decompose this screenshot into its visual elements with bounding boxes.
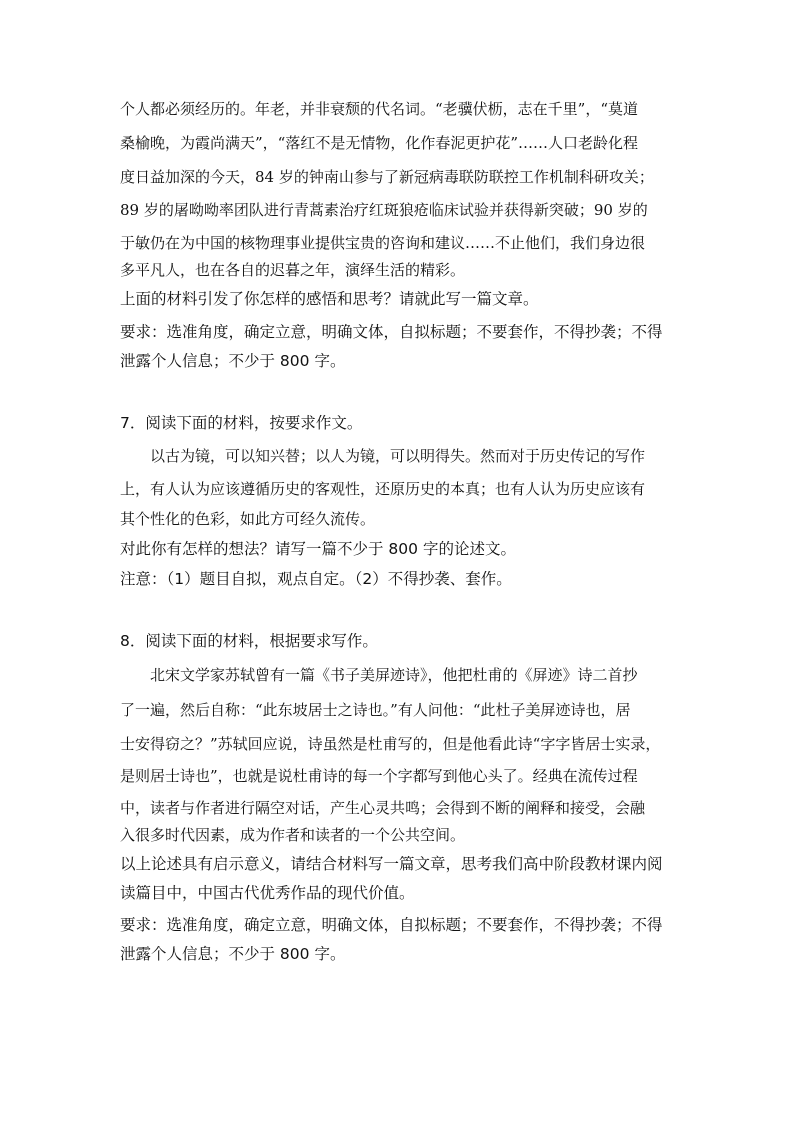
material-line: 是则居士诗也”，也就是说杜甫诗的每一个字都写到他心头了。经典在流传过程 — [120, 767, 638, 785]
section8-prompt-line: 以上论述具有启示意义，请结合材料写一篇文章，思考我们高中阶段教材课内阅 — [120, 855, 663, 873]
material-line: 入很多时代因素，成为作者和读者的一个公共空间。 — [120, 826, 466, 844]
material-line: 89 岁的屠呦呦率团队进行青蒿素治疗红斑狼疮临床试验并获得新突破；90 岁的 — [120, 201, 648, 219]
material-line: 个人都必须经历的。年老，并非衰颓的代名词。“老骥伏枥，志在千里”，“莫道 — [120, 100, 639, 118]
section6-requirement-line: 要求：选准角度，确定立意，明确文体，自拟标题；不要套作，不得抄袭；不得 — [120, 323, 663, 341]
material-line: 以古为镜，可以知兴替；以人为镜，可以明得失。然而对于历史传记的写作 — [150, 447, 646, 465]
material-line: 士安得窃之？”苏轼回应说，诗虽然是杜甫写的，但是他看此诗“字字皆居士实录， — [120, 735, 661, 753]
section7-prompt: 对此你有怎样的想法？请写一篇不少于 800 字的论述文。 — [120, 540, 516, 558]
material-line: 桑榆晚，为霞尚满天”，“落红不是无情物，化作春泥更护花”……人口老龄化程 — [120, 134, 639, 152]
material-line: 中，读者与作者进行隔空对话，产生心灵共鸣；会得到不断的阐释和接受，会融 — [120, 799, 646, 817]
section8-requirement-line: 要求：选准角度，确定立意，明确文体，自拟标题；不要套作，不得抄袭；不得 — [120, 916, 663, 934]
section6-requirement-line: 泄露个人信息；不少于 800 字。 — [120, 352, 346, 370]
section8-heading: 8．阅读下面的材料，根据要求写作。 — [120, 632, 378, 650]
section7-heading: 7．阅读下面的材料，按要求作文。 — [120, 414, 363, 432]
section8-requirement-line: 泄露个人信息；不少于 800 字。 — [120, 945, 346, 963]
section6-prompt: 上面的材料引发了你怎样的感悟和思考？请就此写一篇文章。 — [120, 290, 539, 308]
material-line: 上，有人认为应该遵循历史的客观性，还原历史的本真；也有人认为历史应该有 — [120, 480, 646, 498]
material-line: 于敏仍在为中国的核物理事业提供宝贵的咨询和建议……不止他们，我们身边很 — [120, 234, 646, 252]
material-line: 多平凡人，也在各自的迟暮之年，演绎生活的精彩。 — [120, 261, 466, 279]
material-line: 其个性化的色彩，如此方可经久流传。 — [120, 510, 376, 528]
material-line: 北宋文学家苏轼曾有一篇《书子美屏迹诗》，他把杜甫的《屏迹》诗二首抄 — [150, 666, 638, 684]
material-line: 了一遍，然后自称：“此东坡居士之诗也。”有人问他：“此杜子美屏迹诗也，居 — [120, 701, 631, 719]
section8-prompt-line: 读篇目中，中国古代优秀作品的现代价值。 — [120, 884, 415, 902]
section7-note: 注意：（1）题目自拟，观点自定。（2）不得抄袭、套作。 — [120, 570, 512, 588]
material-line: 度日益加深的今天，84 岁的钟南山参与了新冠病毒联防联控工作机制科研攻关； — [120, 168, 654, 186]
